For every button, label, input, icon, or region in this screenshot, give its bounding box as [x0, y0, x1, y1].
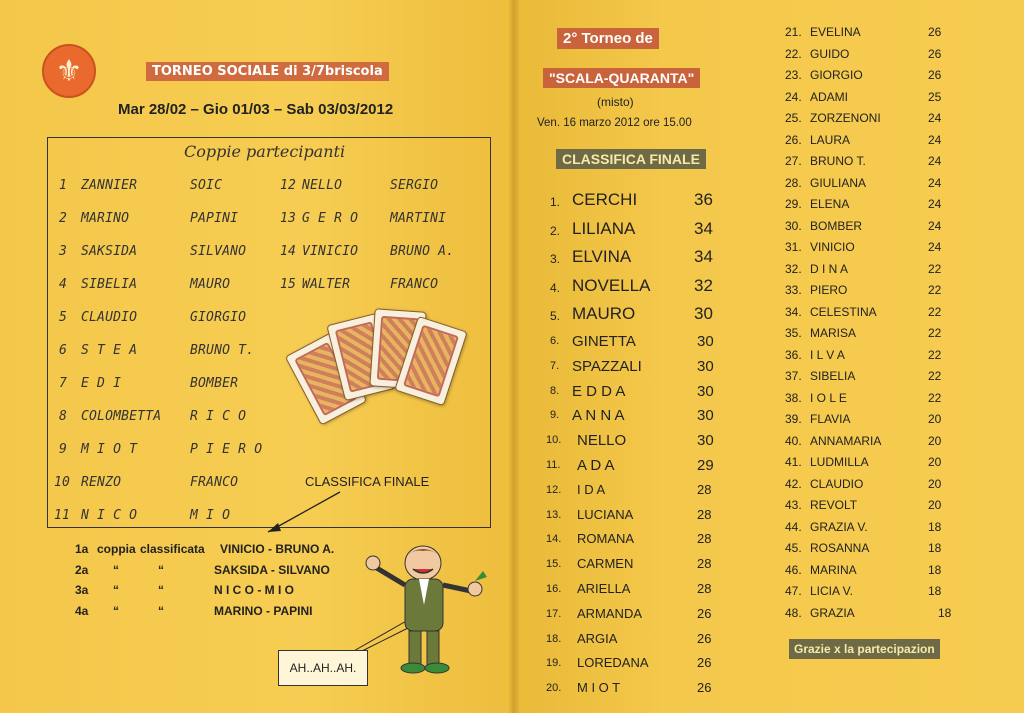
player-points: 25: [928, 89, 942, 104]
couples-title: Coppie partecipanti: [184, 142, 346, 161]
player-name: EVELINA: [810, 25, 861, 39]
ranking-number: 27.: [785, 154, 802, 168]
couple-player-b: PAPINI: [190, 211, 239, 226]
ranking-number: 14.: [546, 533, 562, 546]
player-name: ARMANDA: [577, 605, 643, 621]
ranking-number: 34.: [785, 304, 802, 319]
player-points: 18: [938, 605, 952, 620]
tournament-datetime: Ven. 16 marzo 2012 ore 15.00: [537, 117, 692, 129]
ranking-number: 35.: [785, 326, 802, 340]
player-name: A N N A: [572, 407, 625, 425]
player-name: CELESTINA: [810, 304, 877, 319]
player-name: BOMBER: [810, 218, 863, 233]
player-points: 22: [928, 304, 942, 319]
game-name: "SCALA-QUARANTA": [543, 68, 700, 88]
player-points: 26: [697, 630, 712, 646]
couple-player-b: M I O: [190, 508, 231, 523]
couple-number: 11: [54, 508, 71, 523]
classifica-label: CLASSIFICA FINALE: [305, 474, 430, 489]
player-name: NOVELLA: [572, 275, 651, 295]
couple-number: 2: [59, 211, 68, 226]
ranking-number: 30.: [785, 218, 802, 233]
player-name: GUIDO: [810, 46, 850, 61]
player-points: 34: [694, 247, 713, 266]
player-name: GINETTA: [572, 333, 636, 350]
couple-player-b: SOIC: [190, 178, 223, 193]
player-name: FLAVIA: [810, 412, 851, 426]
ranking-number: 10.: [546, 434, 562, 447]
speech-bubble: AH..AH..AH.: [278, 650, 368, 686]
player-points: 26: [928, 25, 942, 39]
ranking-position: 3a: [75, 583, 89, 597]
player-points: 32: [694, 275, 713, 295]
player-points: 30: [697, 382, 714, 400]
couple-player-b: FRANCO: [190, 475, 239, 490]
ranking-label-1: “: [113, 562, 119, 577]
ranking-number: 24.: [785, 89, 802, 104]
ranking-number: 44.: [785, 519, 802, 534]
ranking-number: 3.: [550, 252, 561, 266]
ranking-number: 47.: [785, 584, 802, 598]
player-points: 22: [928, 283, 942, 297]
player-name: CERCHI: [572, 190, 638, 209]
player-points: 22: [928, 390, 942, 405]
couple-player-b: MARTINI: [390, 211, 447, 226]
ranking-number: 15.: [546, 558, 562, 571]
player-points: 20: [928, 498, 942, 512]
ranking-number: 7.: [550, 359, 560, 372]
player-name: MAURO: [572, 304, 636, 323]
final-ranking-banner: CLASSIFICA FINALE: [556, 149, 706, 169]
couple-player-b: FRANCO: [390, 277, 439, 292]
ranking-number: 18.: [546, 632, 562, 645]
player-name: REVOLT: [810, 498, 858, 512]
ranking-label-1: “: [113, 583, 119, 597]
ranking-position: 1a: [75, 542, 89, 556]
ranking-number: 42.: [785, 476, 802, 491]
couple-player-b: BOMBER: [190, 376, 239, 391]
player-name: CARMEN: [577, 556, 634, 572]
ranking-number: 13.: [546, 508, 562, 521]
player-points: 22: [928, 261, 942, 276]
couple-player-a: SAKSIDA: [81, 244, 138, 259]
player-name: M I O T: [577, 680, 621, 696]
player-points: 34: [694, 218, 713, 238]
ranking-pair: VINICIO - BRUNO A.: [220, 542, 335, 556]
couple-player-b: SILVANO: [190, 244, 247, 259]
ranking-number: 9.: [550, 409, 560, 422]
player-name: ADAMI: [810, 89, 849, 104]
player-name: LOREDANA: [577, 655, 649, 671]
couple-player-a: CLAUDIO: [81, 310, 138, 325]
couple-player-b: BRUNO T.: [190, 343, 255, 358]
player-points: 28: [697, 481, 712, 497]
couple-player-a: S T E A: [81, 343, 138, 358]
player-points: 30: [694, 304, 713, 323]
ranking-number: 40.: [785, 433, 802, 448]
player-points: 24: [928, 240, 942, 254]
player-name: ARGIA: [577, 630, 618, 646]
couple-number: 3: [59, 244, 68, 259]
thanks-banner: Grazie x la partecipazion: [789, 639, 940, 659]
couple-number: 13: [280, 211, 297, 226]
couple-number: 6: [59, 343, 68, 358]
player-name: SIBELIA: [810, 369, 856, 383]
couple-number: 5: [59, 310, 68, 325]
player-name: E D D A: [572, 382, 626, 400]
player-points: 26: [928, 68, 942, 82]
ranking-number: 45.: [785, 541, 802, 555]
ranking-label-2: “: [158, 562, 164, 577]
couple-player-a: WALTER: [302, 277, 351, 292]
player-points: 22: [928, 347, 942, 362]
player-name: I L V A: [810, 347, 845, 362]
player-name: ROMANA: [577, 531, 635, 547]
ranking-label-2: classificata: [140, 542, 205, 556]
ranking-position: 4a: [75, 603, 89, 618]
player-points: 29: [697, 457, 714, 474]
player-points: 24: [928, 197, 942, 211]
player-points: 18: [928, 541, 942, 555]
ranking-number: 11.: [546, 459, 561, 471]
player-points: 30: [697, 333, 714, 350]
couple-player-a: N I C O: [81, 508, 138, 523]
ranking-pair: SAKSIDA - SILVANO: [214, 562, 330, 577]
player-points: 28: [697, 506, 712, 522]
player-name: VINICIO: [810, 240, 855, 254]
ranking-number: 48.: [785, 605, 802, 620]
couple-number: 8: [59, 409, 68, 424]
fleur-de-lis-icon: ⚜: [55, 53, 83, 89]
player-points: 20: [928, 412, 942, 426]
player-points: 18: [928, 519, 942, 534]
player-points: 24: [928, 154, 942, 168]
ranking-number: 25.: [785, 111, 802, 125]
ranking-number: 20.: [546, 682, 562, 695]
ranking-number: 38.: [785, 390, 802, 405]
player-name: GRAZIA V.: [810, 519, 868, 534]
couple-number: 15: [280, 277, 297, 292]
player-points: 26: [928, 46, 942, 61]
couple-player-b: GIORGIO: [190, 310, 247, 325]
ranking-number: 33.: [785, 283, 802, 297]
player-points: 24: [928, 218, 942, 233]
player-name: GIORGIO: [810, 68, 863, 82]
player-name: LUCIANA: [577, 506, 634, 522]
player-name: GIULIANA: [810, 175, 867, 190]
player-name: BRUNO T.: [810, 154, 866, 168]
couple-number: 7: [59, 376, 68, 391]
player-name: LUDMILLA: [810, 455, 869, 469]
ranking-number: 39.: [785, 412, 802, 426]
player-points: 24: [928, 132, 942, 147]
player-points: 22: [928, 326, 942, 340]
ranking-number: 29.: [785, 197, 802, 211]
player-name: MARINA: [810, 562, 857, 577]
cartoon-man-illustration: [363, 545, 493, 675]
couple-player-a: COLOMBETTA: [81, 409, 162, 424]
ranking-pair: MARINO - PAPINI: [214, 603, 313, 618]
ranking-number: 6.: [550, 335, 560, 347]
ranking-number: 43.: [785, 498, 802, 512]
player-points: 24: [928, 175, 942, 190]
player-name: NELLO: [577, 432, 627, 450]
ranking-number: 22.: [785, 46, 802, 61]
couple-player-a: ZANNIER: [81, 178, 138, 193]
player-points: 36: [694, 190, 713, 209]
couple-player-b: R I C O: [190, 409, 247, 424]
player-name: ROSANNA: [810, 541, 870, 555]
ranking-number: 23.: [785, 68, 802, 82]
couple-player-b: MAURO: [190, 277, 231, 292]
player-points: 28: [697, 581, 712, 596]
ranking-label-2: “: [158, 603, 164, 618]
player-points: 20: [928, 476, 942, 491]
player-points: 26: [697, 655, 712, 671]
ranking-number: 2.: [550, 223, 561, 238]
ranking-number: 28.: [785, 175, 802, 190]
tournament-dates: Mar 28/02 – Gio 01/03 – Sab 03/03/2012: [118, 101, 394, 118]
player-name: I O L E: [810, 390, 847, 405]
couple-player-b: SERGIO: [390, 178, 439, 193]
couple-player-b: BRUNO A.: [390, 244, 455, 259]
ranking-label-2: “: [158, 583, 164, 597]
player-name: A D A: [577, 457, 615, 474]
player-name: ARIELLA: [577, 581, 631, 596]
left-title: TORNEO SOCIALE di 3/7briscola: [146, 62, 389, 81]
player-name: ZORZENONI: [810, 111, 881, 125]
player-points: 18: [928, 584, 942, 598]
player-points: 22: [928, 369, 942, 383]
player-points: 28: [697, 556, 712, 572]
ranking-label-1: coppia: [97, 542, 136, 556]
ranking-number: 5.: [550, 309, 561, 323]
player-name: ELVINA: [572, 247, 632, 266]
ranking-label-1: “: [113, 603, 119, 618]
couple-player-a: G E R O: [302, 211, 359, 226]
player-name: SPAZZALI: [572, 357, 642, 375]
player-name: ANNAMARIA: [810, 433, 882, 448]
couple-number: 14: [280, 244, 297, 259]
ranking-number: 31.: [785, 240, 802, 254]
couple-number: 4: [59, 277, 68, 292]
player-points: 20: [928, 433, 942, 448]
player-points: 30: [697, 407, 714, 425]
player-name: CLAUDIO: [810, 476, 864, 491]
player-name: GRAZIA: [810, 605, 855, 620]
ranking-number: 1.: [550, 195, 561, 209]
player-points: 30: [697, 432, 714, 450]
ranking-number: 4.: [550, 280, 561, 295]
player-points: 26: [697, 605, 712, 621]
player-points: 26: [697, 680, 712, 696]
ranking-position: 2a: [75, 562, 89, 577]
ranking-number: 32.: [785, 261, 802, 276]
couple-player-b: P I E R O: [190, 442, 263, 457]
ranking-number: 37.: [785, 369, 802, 383]
couple-player-a: RENZO: [81, 475, 122, 490]
couple-number: 10: [54, 475, 71, 490]
ranking-number: 16.: [546, 583, 562, 595]
player-points: 20: [928, 455, 942, 469]
player-name: D I N A: [810, 261, 849, 276]
player-points: 18: [928, 562, 942, 577]
couple-player-a: NELLO: [302, 178, 343, 193]
ranking-number: 17.: [546, 607, 562, 620]
player-points: 30: [697, 357, 714, 375]
tournament-subtitle: (misto): [597, 95, 634, 109]
player-name: PIERO: [810, 283, 848, 297]
couple-number: 1: [59, 178, 68, 193]
ranking-number: 26.: [785, 132, 802, 147]
player-name: LILIANA: [572, 218, 636, 238]
player-points: 28: [697, 531, 712, 547]
ranking-number: 21.: [785, 25, 802, 39]
couple-player-a: SIBELIA: [81, 277, 138, 292]
couple-player-a: VINICIO: [302, 244, 359, 259]
player-name: ELENA: [810, 197, 850, 211]
tournament-title: 2° Torneo de: [557, 28, 659, 49]
couple-player-a: M I O T: [81, 442, 138, 457]
player-name: LICIA V.: [810, 584, 853, 598]
couple-player-a: E D I: [81, 376, 122, 391]
ranking-pair: N I C O - M I O: [214, 583, 294, 597]
ranking-number: 36.: [785, 347, 802, 362]
player-name: I D A: [577, 481, 606, 497]
ranking-number: 46.: [785, 562, 802, 577]
couple-player-a: MARINO: [81, 211, 130, 226]
player-points: 24: [928, 111, 942, 125]
player-name: LAURA: [810, 132, 851, 147]
ranking-number: 8.: [550, 384, 560, 397]
ranking-number: 19.: [546, 657, 562, 670]
ranking-number: 41.: [785, 455, 802, 469]
couple-number: 9: [59, 442, 68, 457]
ranking-number: 12.: [546, 483, 562, 496]
player-name: MARISA: [810, 326, 857, 340]
couple-number: 12: [280, 178, 297, 193]
